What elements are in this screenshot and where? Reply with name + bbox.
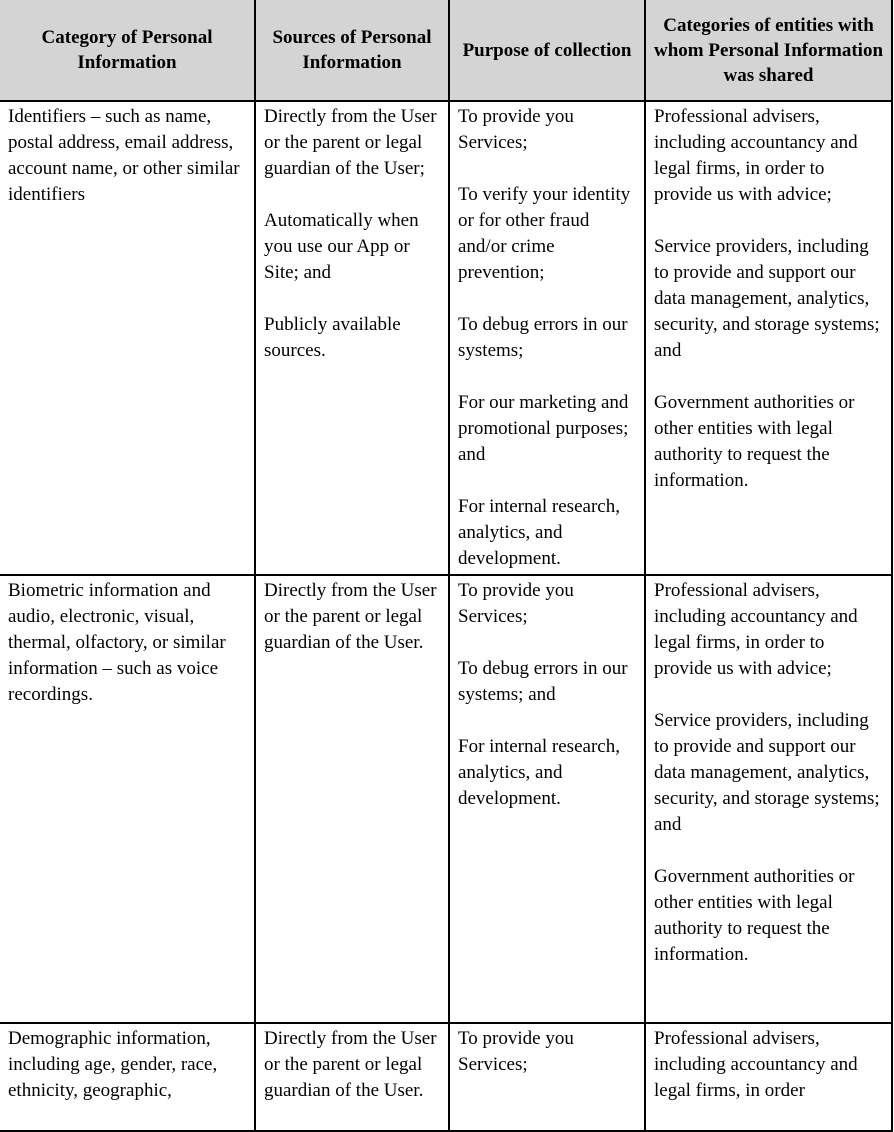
shared-item: Government authorities or other entities with legal authority to request the information. bbox=[654, 392, 855, 491]
category-cell bbox=[0, 1023, 255, 1131]
shared-item: Service providers, including to provide and support our data management, analytics, security, and storage systems; and bbox=[654, 710, 880, 835]
table-row bbox=[0, 1023, 892, 1131]
source-item: Directly from the User or the parent or legal guardian of the User; bbox=[264, 106, 437, 179]
shared-cell bbox=[645, 1023, 892, 1131]
header-category: Category of Personal Information bbox=[0, 0, 255, 101]
sources-cell bbox=[255, 1023, 449, 1131]
table-header-row bbox=[0, 0, 892, 101]
header-sources: Sources of Personal Information bbox=[255, 0, 449, 101]
sources-cell bbox=[255, 575, 449, 1023]
header-shared-with: Categories of entities with whom Personal Information was shared bbox=[645, 0, 892, 101]
source-item: Directly from the User or the parent or legal guardian of the User. bbox=[264, 1028, 437, 1101]
shared-item: Service providers, including to provide and support our data management, analytics, security, and storage systems; and bbox=[654, 236, 880, 361]
purpose-cell bbox=[449, 1023, 645, 1131]
shared-item: Professional advisers, including accountancy and legal firms, in order bbox=[654, 1028, 858, 1101]
category-cell: Identifiers – such as name, postal address, email address, account name, or other similar identifiers bbox=[0, 101, 255, 575]
category-text: Demographic information, including age, gender, race, ethnicity, geographic, bbox=[8, 1028, 218, 1101]
purpose-item: For internal research, analytics, and development. bbox=[458, 496, 620, 569]
shared-cell bbox=[645, 101, 892, 575]
purpose-item: To provide you Services; bbox=[458, 106, 574, 153]
purpose-item: For our marketing and promotional purposes; and bbox=[458, 392, 629, 465]
source-item: Directly from the User or the parent or legal guardian of the User. bbox=[264, 580, 437, 653]
purpose-cell bbox=[449, 101, 645, 575]
source-item: Publicly available sources. bbox=[264, 314, 401, 361]
sources-cell bbox=[255, 101, 449, 575]
source-item: Automatically when you use our App or Site; and bbox=[264, 210, 419, 283]
shared-item: Government authorities or other entities with legal authority to request the information. bbox=[654, 866, 855, 965]
shared-item: Professional advisers, including accountancy and legal firms, in order to provide us with advice; bbox=[654, 106, 858, 205]
category-cell: Biometric information and audio, electronic, visual, thermal, olfactory, or similar information – such as voice recordings. bbox=[0, 575, 255, 1023]
purpose-item: To debug errors in our systems; and bbox=[458, 658, 628, 705]
header-purpose: Purpose of collection bbox=[449, 0, 645, 101]
purpose-item: To verify your identity or for other fraud and/or crime prevention; bbox=[458, 184, 631, 283]
table-row bbox=[0, 575, 892, 1023]
shared-item: Professional advisers, including accountancy and legal firms, in order to provide us with advice; bbox=[654, 580, 858, 679]
purpose-cell bbox=[449, 575, 645, 1023]
purpose-item: To provide you Services; bbox=[458, 580, 574, 627]
table-row bbox=[0, 101, 892, 575]
purpose-item: To debug errors in our systems; bbox=[458, 314, 628, 361]
purpose-item: To provide you Services; bbox=[458, 1028, 574, 1075]
purpose-item: For internal research, analytics, and development. bbox=[458, 736, 620, 809]
shared-cell bbox=[645, 575, 892, 1023]
